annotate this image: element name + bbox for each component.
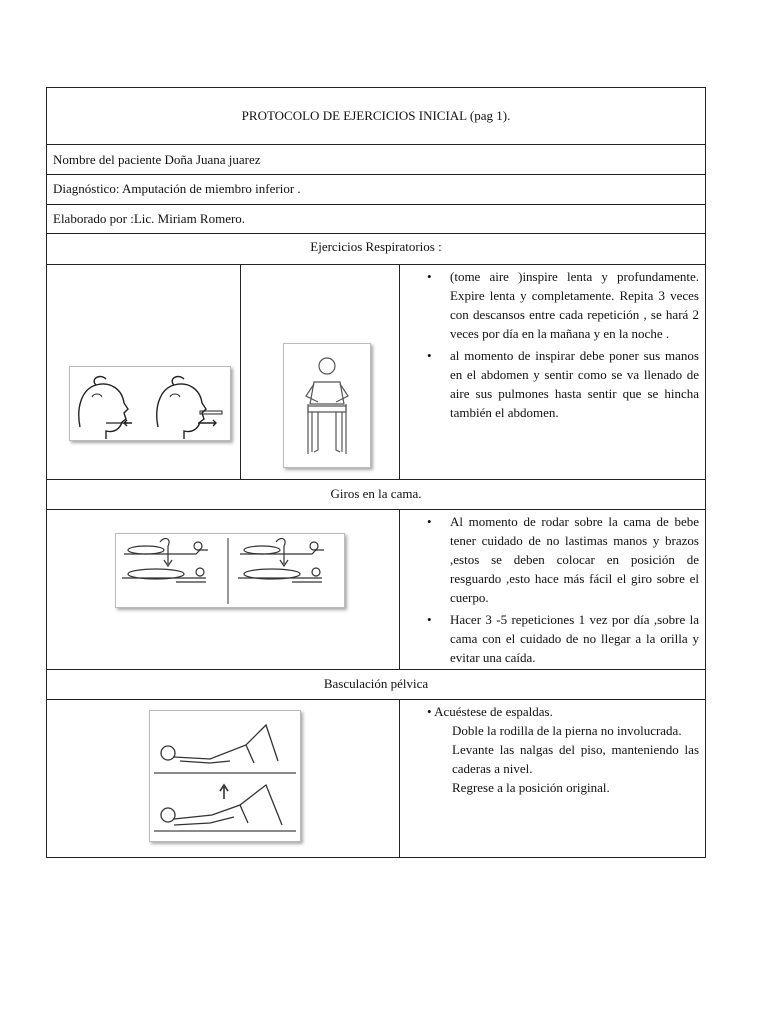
seated-breathing-illustration — [283, 343, 371, 468]
bed-turning-illustration — [115, 533, 345, 608]
turning-heading: Giros en la cama. — [330, 486, 422, 501]
respiratory-heading: Ejercicios Respiratorios : — [310, 239, 442, 254]
pelvic-heading-row — [47, 670, 705, 700]
diagnosis: Diagnóstico: Amputación de miembro inferior . — [53, 181, 301, 196]
seated-figure-cell — [241, 265, 400, 479]
pelvic-figure-cell — [47, 700, 400, 857]
turning-figure-cell — [47, 510, 400, 669]
respiratory-heading-row — [47, 234, 705, 265]
pelvic-heading: Basculación pélvica — [323, 676, 429, 691]
patient-row — [47, 145, 705, 175]
pelvic-line-2: Levante las nalgas del piso, manteniendo las caderas a nivel. — [452, 742, 699, 776]
respiratory-content-row — [47, 265, 705, 480]
list-item: • al momento de inspirar debe poner sus manos en el abdomen y sentir como se va llenado de aire sus pulmones hasta sentir que se hincha también el abdomen. — [427, 348, 699, 420]
turning-content-row — [47, 510, 705, 670]
list-item: • Hacer 3 -5 repeticiones 1 vez por día ,sobre la cama con el cuidado de no llegar a la orilla y evitar una caída. — [427, 612, 699, 665]
author-row — [47, 205, 705, 234]
title-row — [47, 88, 705, 145]
author: Elaborado por :Lic. Miriam Romero. — [53, 211, 246, 226]
document-title: PROTOCOLO DE EJERCICIOS INICIAL (pag 1). — [241, 108, 511, 123]
list-item: • Al momento de rodar sobre la cama de bebe tener cuidado de no lastimas manos y brazos ,estos se deben colocar en posición de resguardo ,esto hace más fácil el giro sobre el cuerpo. — [427, 514, 699, 605]
pelvic-line-1: Doble la rodilla de la pierna no involucrada. — [452, 723, 682, 738]
turning-heading-row — [47, 480, 705, 510]
patient-name: Nombre del paciente Doña Juana juarez — [53, 152, 261, 167]
pelvic-instructions — [400, 702, 705, 859]
pelvic-line-3: Regrese a la posición original. — [452, 780, 610, 795]
pelvic-tilt-illustration — [149, 710, 301, 842]
respiratory-instructions — [400, 267, 705, 481]
breathing-figure-cell — [47, 265, 241, 479]
breathing-illustration — [69, 366, 231, 441]
diagnosis-row — [47, 175, 705, 205]
list-item: • (tome aire )inspire lenta y profundamente. Expire lenta y completamente. Repita 3 veces con descansos entre cada repetición , se hará 2 veces por día en la mañana y en la noche . — [427, 269, 699, 341]
turning-instructions — [400, 512, 705, 671]
exercise-protocol-table — [46, 87, 706, 858]
list-item: • Acuéstese de espaldas. — [427, 704, 553, 719]
pelvic-content-row — [47, 700, 705, 857]
